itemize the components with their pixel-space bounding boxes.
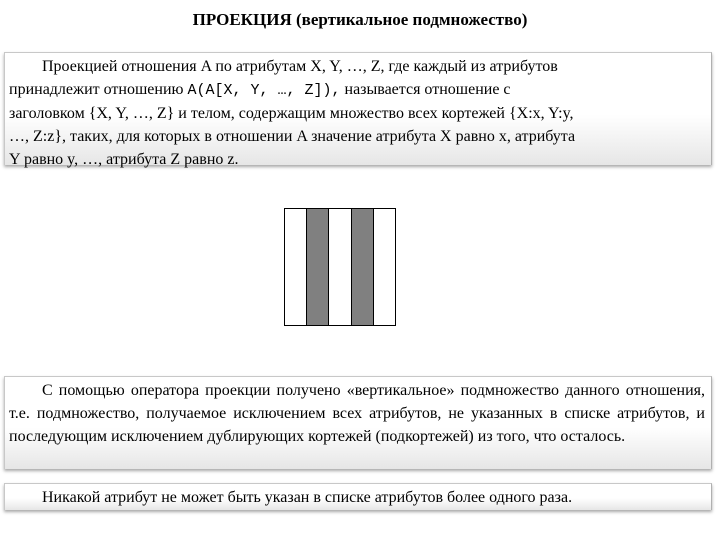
definition-line-4: …, Z:z}, таких, для которых в отношении A значение атрибута X равно x, атрибута	[9, 128, 576, 145]
definition-line-3: заголовком {X, Y, …, Z} и телом, содержащим множество всех кортежей {X:x, Y:y,	[9, 105, 574, 122]
stripe-column-5	[374, 209, 395, 325]
explanation-text: С помощью оператора проекции получено «вертикальное» подмножество данного отношения, т.е. подмножество, получаемое исключением всех атрибутов, не указанных в списке атрибутов, и последующим исключением дублирующих кортежей (подкортежей) из того, что осталось.	[9, 382, 705, 445]
stripe-column-4	[352, 209, 374, 325]
stripe-column-2	[307, 209, 329, 325]
note-box	[4, 483, 712, 510]
definition-line-2-end: называется отношение с	[340, 81, 511, 98]
stripe-column-1	[285, 209, 307, 325]
definition-line-1: Проекцией отношения A по атрибутам X, Y, …, Z, где каждый из атрибутов	[42, 58, 558, 75]
definition-line-2-start: принадлежит отношению	[9, 81, 188, 98]
explanation-box	[4, 376, 712, 469]
definition-line-2	[9, 78, 705, 102]
definition-line-5: Y равно y, …, атрибута Z равно z.	[9, 151, 239, 168]
definition-line-2-code: A(A[X, Y, …, Z]),	[187, 82, 341, 99]
page-title: ПРОЕКЦИЯ (вертикальное подмножество)	[192, 10, 528, 29]
note-text: Никакой атрибут не может быть указан в списке атрибутов более одного раза.	[42, 489, 573, 506]
definition-box	[4, 52, 712, 168]
stripe-column-3	[329, 209, 351, 325]
projection-stripes-figure	[284, 208, 396, 326]
